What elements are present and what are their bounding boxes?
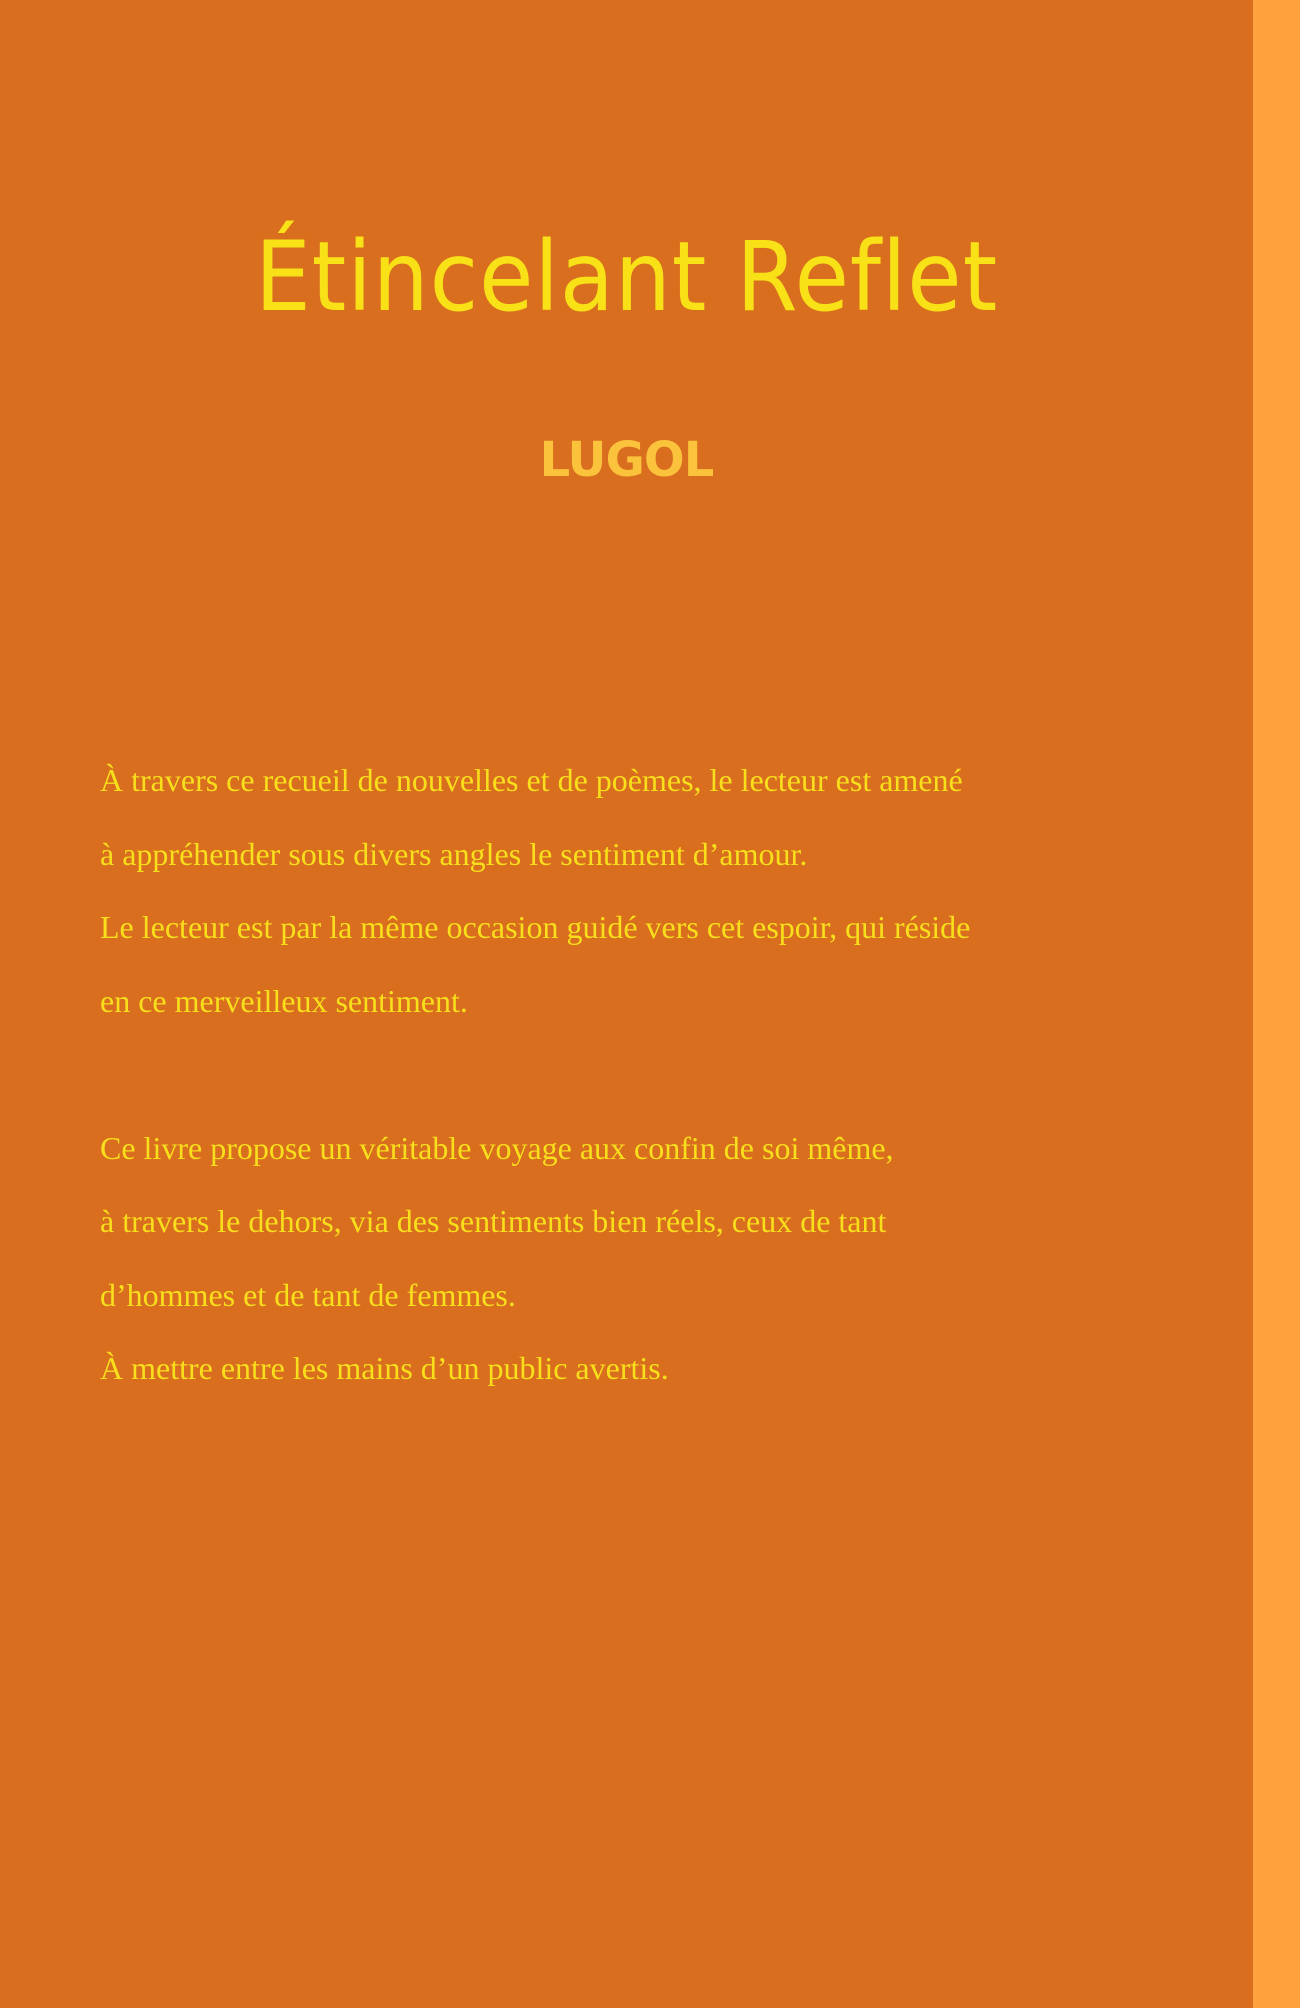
blurb-line: À travers ce recueil de nouvelles et de poèmes, le lecteur est amené <box>100 762 963 798</box>
blurb-line: à appréhender sous divers angles le sentiment d’amour. <box>100 835 808 872</box>
blurb-line: Ce livre propose un véritable voyage aux confin de soi même, <box>100 1129 894 1166</box>
author-name: LUGOL <box>539 432 714 488</box>
blurb-line: Le lecteur est par la même occasion guidé vers cet espoir, qui réside <box>100 909 971 945</box>
blurb-line: à travers le dehors, via des sentiments bien réels, ceux de tant <box>100 1203 887 1239</box>
blurb <box>100 744 1200 1406</box>
book-title: Étincelant Reflet <box>254 221 999 333</box>
blurb-paragraph-1 <box>100 744 1200 1038</box>
blurb-line: À mettre entre les mains d’un public avertis. <box>100 1350 669 1386</box>
paragraph-spacer <box>100 1038 1200 1112</box>
blurb-line: en ce merveilleux sentiment. <box>100 982 468 1019</box>
blurb-line: d’hommes et de tant de femmes. <box>100 1276 516 1313</box>
blurb-paragraph-2 <box>100 1112 1200 1406</box>
spine-strip <box>1253 0 1300 2008</box>
